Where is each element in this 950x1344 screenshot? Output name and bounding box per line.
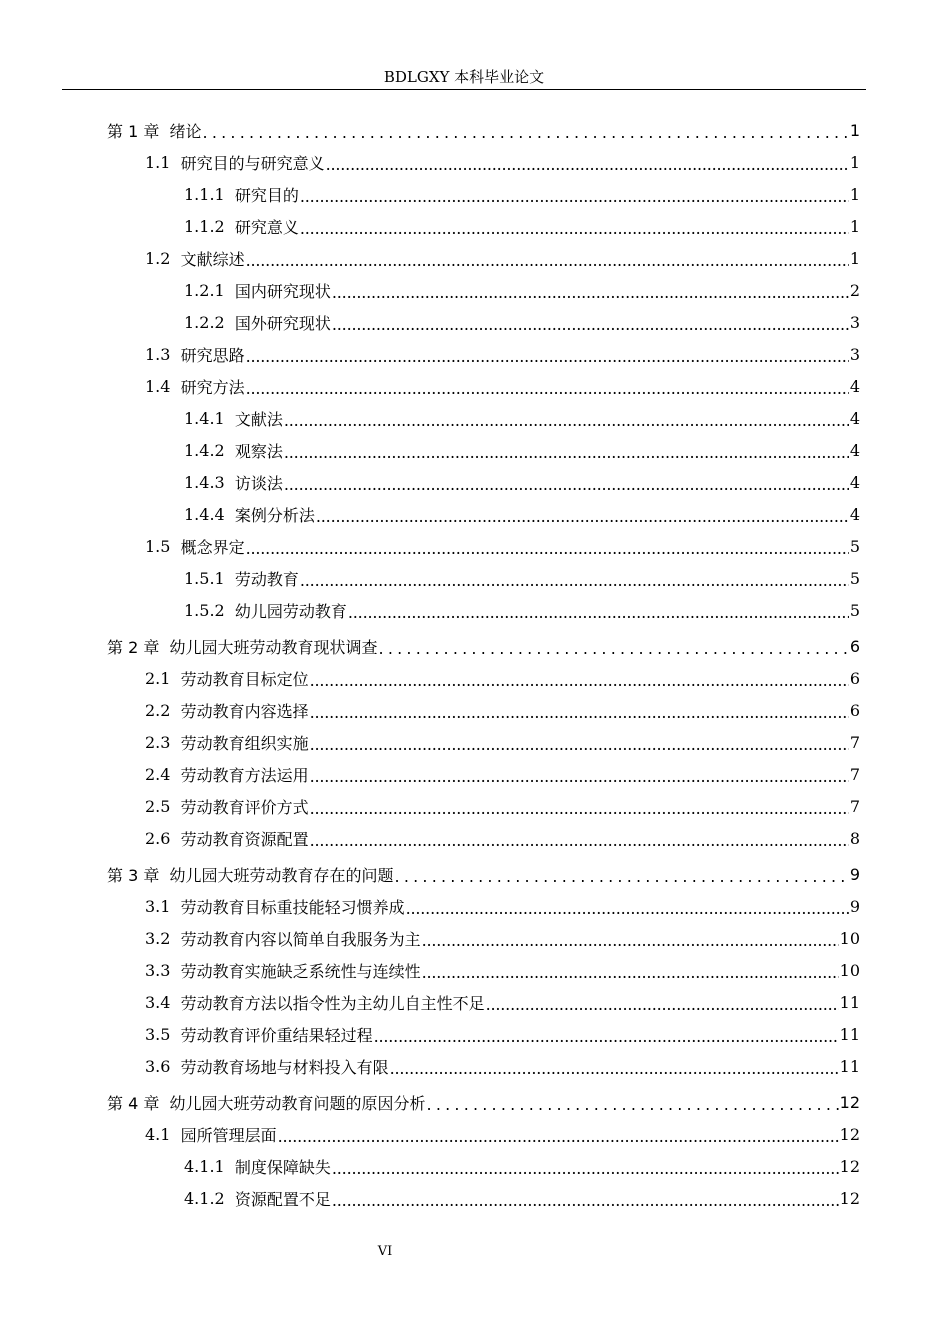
toc-entry-title: 劳动教育方法运用 xyxy=(180,765,309,785)
toc-entry-number: 1.5.2 xyxy=(184,600,235,620)
table-of-contents xyxy=(0,114,950,1214)
toc-entry-page: 1 xyxy=(849,152,860,172)
toc-entry[interactable] xyxy=(0,402,860,434)
toc-entry-page: 4 xyxy=(849,472,860,492)
toc-entry[interactable] xyxy=(0,306,860,338)
toc-entry-title: 文献综述 xyxy=(180,249,245,269)
toc-entry-number: 2.4 xyxy=(145,764,181,784)
toc-entry-number: 2.5 xyxy=(145,796,181,816)
toc-entry-number: 1.5.1 xyxy=(184,568,235,588)
toc-entry-page: 6 xyxy=(849,668,860,688)
toc-leader-dots xyxy=(310,831,849,850)
toc-entry-number: 1.4.4 xyxy=(184,504,235,524)
toc-entry-page: 2 xyxy=(849,280,860,300)
toc-entry-title: 幼儿园大班劳动教育问题的原因分析 xyxy=(169,1093,426,1113)
toc-entry-title: 访谈法 xyxy=(234,473,283,493)
toc-entry-page: 7 xyxy=(849,764,860,784)
toc-entry[interactable] xyxy=(0,726,860,758)
toc-leader-dots xyxy=(278,1127,839,1146)
toc-entry-page: 12 xyxy=(839,1188,860,1208)
toc-entry-page: 12 xyxy=(839,1156,860,1176)
toc-entry-page: 1 xyxy=(849,120,860,140)
toc-entry[interactable] xyxy=(0,1118,860,1150)
toc-entry-title: 案例分析法 xyxy=(234,505,315,525)
toc-entry-title: 劳动教育资源配置 xyxy=(180,829,309,849)
toc-entry-title: 幼儿园劳动教育 xyxy=(234,601,347,621)
toc-entry-title: 资源配置不足 xyxy=(234,1189,331,1209)
toc-entry-page: 7 xyxy=(849,796,860,816)
toc-leader-dots xyxy=(332,1191,839,1210)
toc-entry-number: 第 4 章 xyxy=(107,1093,170,1113)
page-number: VI xyxy=(377,1244,393,1259)
header-title: BDLGXY 本科毕业论文 xyxy=(383,68,545,86)
toc-leader-dots xyxy=(427,1095,839,1114)
toc-entry-number: 1.1 xyxy=(145,152,181,172)
toc-entry[interactable] xyxy=(0,114,860,146)
toc-entry-page: 6 xyxy=(849,636,860,656)
toc-entry-title: 研究意义 xyxy=(234,217,299,237)
toc-leader-dots xyxy=(310,703,849,722)
toc-entry-page: 4 xyxy=(849,376,860,396)
toc-entry[interactable] xyxy=(0,822,860,854)
toc-entry-title: 劳动教育场地与材料投入有限 xyxy=(180,1057,389,1077)
toc-entry-title: 研究目的与研究意义 xyxy=(180,153,325,173)
toc-entry-page: 5 xyxy=(849,536,860,556)
toc-entry-title: 研究方法 xyxy=(180,377,245,397)
toc-leader-dots xyxy=(348,603,849,622)
toc-entry[interactable] xyxy=(0,498,860,530)
toc-leader-dots xyxy=(486,995,839,1014)
toc-entry-number: 1.2.1 xyxy=(184,280,235,300)
toc-entry[interactable] xyxy=(0,434,860,466)
toc-entry[interactable] xyxy=(0,1086,860,1118)
toc-entry-title: 制度保障缺失 xyxy=(234,1157,331,1177)
toc-entry-title: 园所管理层面 xyxy=(180,1125,277,1145)
toc-leader-dots xyxy=(300,219,849,238)
toc-entry-number: 1.2.2 xyxy=(184,312,235,332)
toc-entry-title: 劳动教育 xyxy=(234,569,299,589)
toc-entry[interactable] xyxy=(0,370,860,402)
toc-entry[interactable] xyxy=(0,466,860,498)
toc-entry-title: 劳动教育目标定位 xyxy=(180,669,309,689)
toc-entry[interactable] xyxy=(0,274,860,306)
toc-entry-page: 11 xyxy=(839,1056,860,1076)
toc-entry[interactable] xyxy=(0,922,860,954)
toc-entry-title: 幼儿园大班劳动教育现状调查 xyxy=(169,637,378,657)
toc-entry-number: 2.6 xyxy=(145,828,181,848)
toc-entry[interactable] xyxy=(0,694,860,726)
toc-entry-title: 文献法 xyxy=(234,409,283,429)
toc-entry-title: 劳动教育实施缺乏系统性与连续性 xyxy=(180,961,421,981)
toc-leader-dots xyxy=(284,411,849,430)
toc-leader-dots xyxy=(284,443,849,462)
toc-entry-title: 研究目的 xyxy=(234,185,299,205)
toc-entry-title: 劳动教育评价重结果轻过程 xyxy=(180,1025,373,1045)
toc-entry[interactable] xyxy=(0,662,860,694)
toc-entry-page: 10 xyxy=(839,928,860,948)
toc-entry-page: 4 xyxy=(849,408,860,428)
toc-entry[interactable] xyxy=(0,858,860,890)
toc-entry-number: 第 1 章 xyxy=(107,121,170,141)
toc-entry-page: 1 xyxy=(849,184,860,204)
toc-leader-dots xyxy=(390,1059,839,1078)
toc-entry-title: 概念界定 xyxy=(180,537,245,557)
toc-leader-dots xyxy=(246,251,849,270)
toc-entry[interactable] xyxy=(0,790,860,822)
toc-entry-title: 国外研究现状 xyxy=(234,313,331,333)
toc-entry-number: 1.4.1 xyxy=(184,408,235,428)
toc-entry-page: 4 xyxy=(849,504,860,524)
toc-entry[interactable] xyxy=(0,1018,860,1050)
toc-leader-dots xyxy=(246,379,849,398)
toc-entry-number: 1.1.1 xyxy=(184,184,235,204)
toc-entry-number: 3.4 xyxy=(145,992,181,1012)
toc-leader-dots xyxy=(316,507,849,526)
toc-entry-number: 1.4 xyxy=(145,376,181,396)
page-header xyxy=(62,66,866,90)
toc-entry-page: 9 xyxy=(849,896,860,916)
toc-entry-number: 2.3 xyxy=(145,732,181,752)
toc-entry-number: 1.2 xyxy=(145,248,181,268)
toc-leader-dots xyxy=(332,1159,839,1178)
toc-entry[interactable] xyxy=(0,210,860,242)
toc-entry-number: 1.5 xyxy=(145,536,181,556)
toc-entry-number: 2.2 xyxy=(145,700,181,720)
toc-entry[interactable] xyxy=(0,630,860,662)
toc-entry-page: 3 xyxy=(849,312,860,332)
toc-entry-page: 1 xyxy=(849,248,860,268)
toc-entry-title: 劳动教育内容选择 xyxy=(180,701,309,721)
toc-entry[interactable] xyxy=(0,1182,860,1214)
toc-entry[interactable] xyxy=(0,530,860,562)
toc-entry-number: 3.5 xyxy=(145,1024,181,1044)
toc-leader-dots xyxy=(395,867,849,886)
toc-entry-page: 5 xyxy=(849,568,860,588)
toc-leader-dots xyxy=(332,315,849,334)
toc-entry[interactable] xyxy=(0,178,860,210)
toc-leader-dots xyxy=(284,475,849,494)
toc-leader-dots xyxy=(300,571,849,590)
toc-leader-dots xyxy=(246,347,849,366)
toc-entry-title: 绪论 xyxy=(169,121,202,141)
toc-entry[interactable] xyxy=(0,758,860,790)
toc-entry-page: 12 xyxy=(839,1092,860,1112)
toc-entry-number: 1.3 xyxy=(145,344,181,364)
toc-leader-dots xyxy=(310,735,849,754)
toc-leader-dots xyxy=(310,767,849,786)
toc-entry-number: 4.1 xyxy=(145,1124,181,1144)
toc-entry-number: 4.1.1 xyxy=(184,1156,235,1176)
toc-entry[interactable] xyxy=(0,986,860,1018)
toc-entry-page: 3 xyxy=(849,344,860,364)
toc-entry-number: 1.1.2 xyxy=(184,216,235,236)
toc-entry-title: 观察法 xyxy=(234,441,283,461)
toc-entry[interactable] xyxy=(0,1150,860,1182)
toc-entry[interactable] xyxy=(0,562,860,594)
toc-entry-number: 4.1.2 xyxy=(184,1188,235,1208)
toc-entry-page: 12 xyxy=(839,1124,860,1144)
toc-entry-page: 7 xyxy=(849,732,860,752)
toc-entry-page: 10 xyxy=(839,960,860,980)
toc-entry-number: 第 3 章 xyxy=(107,865,170,885)
toc-entry-title: 劳动教育组织实施 xyxy=(180,733,309,753)
toc-entry-page: 5 xyxy=(849,600,860,620)
toc-entry-title: 研究思路 xyxy=(180,345,245,365)
page-footer xyxy=(0,1244,770,1259)
toc-entry-number: 第 2 章 xyxy=(107,637,170,657)
toc-entry-page: 11 xyxy=(839,992,860,1012)
toc-entry-page: 8 xyxy=(849,828,860,848)
toc-entry-number: 3.2 xyxy=(145,928,181,948)
toc-leader-dots xyxy=(406,899,849,918)
toc-entry-title: 劳动教育目标重技能轻习惯养成 xyxy=(180,897,405,917)
toc-entry[interactable] xyxy=(0,954,860,986)
toc-entry-number: 3.6 xyxy=(145,1056,181,1076)
toc-entry-title: 劳动教育评价方式 xyxy=(180,797,309,817)
toc-entry-number: 3.1 xyxy=(145,896,181,916)
toc-entry-page: 6 xyxy=(849,700,860,720)
toc-entry-page: 9 xyxy=(849,864,860,884)
toc-entry[interactable] xyxy=(0,594,860,626)
toc-entry-page: 1 xyxy=(849,216,860,236)
toc-leader-dots xyxy=(422,963,839,982)
toc-leader-dots xyxy=(422,931,839,950)
toc-entry-page: 4 xyxy=(849,440,860,460)
toc-leader-dots xyxy=(203,123,849,142)
toc-entry-title: 幼儿园大班劳动教育存在的问题 xyxy=(169,865,394,885)
toc-leader-dots xyxy=(326,155,849,174)
toc-entry-number: 2.1 xyxy=(145,668,181,688)
toc-leader-dots xyxy=(332,283,849,302)
toc-entry-title: 劳动教育方法以指令性为主幼儿自主性不足 xyxy=(180,993,485,1013)
toc-entry-title: 劳动教育内容以简单自我服务为主 xyxy=(180,929,421,949)
toc-leader-dots xyxy=(246,539,849,558)
toc-leader-dots xyxy=(300,187,849,206)
toc-entry-number: 1.4.2 xyxy=(184,440,235,460)
toc-entry[interactable] xyxy=(0,242,860,274)
toc-entry[interactable] xyxy=(0,890,860,922)
toc-entry-number: 1.4.3 xyxy=(184,472,235,492)
toc-entry[interactable] xyxy=(0,338,860,370)
toc-entry-number: 3.3 xyxy=(145,960,181,980)
toc-entry-title: 国内研究现状 xyxy=(234,281,331,301)
toc-entry[interactable] xyxy=(0,1050,860,1082)
toc-leader-dots xyxy=(374,1027,839,1046)
toc-leader-dots xyxy=(310,799,849,818)
toc-entry[interactable] xyxy=(0,146,860,178)
toc-entry-page: 11 xyxy=(839,1024,860,1044)
toc-leader-dots xyxy=(310,671,849,690)
toc-leader-dots xyxy=(379,639,849,658)
